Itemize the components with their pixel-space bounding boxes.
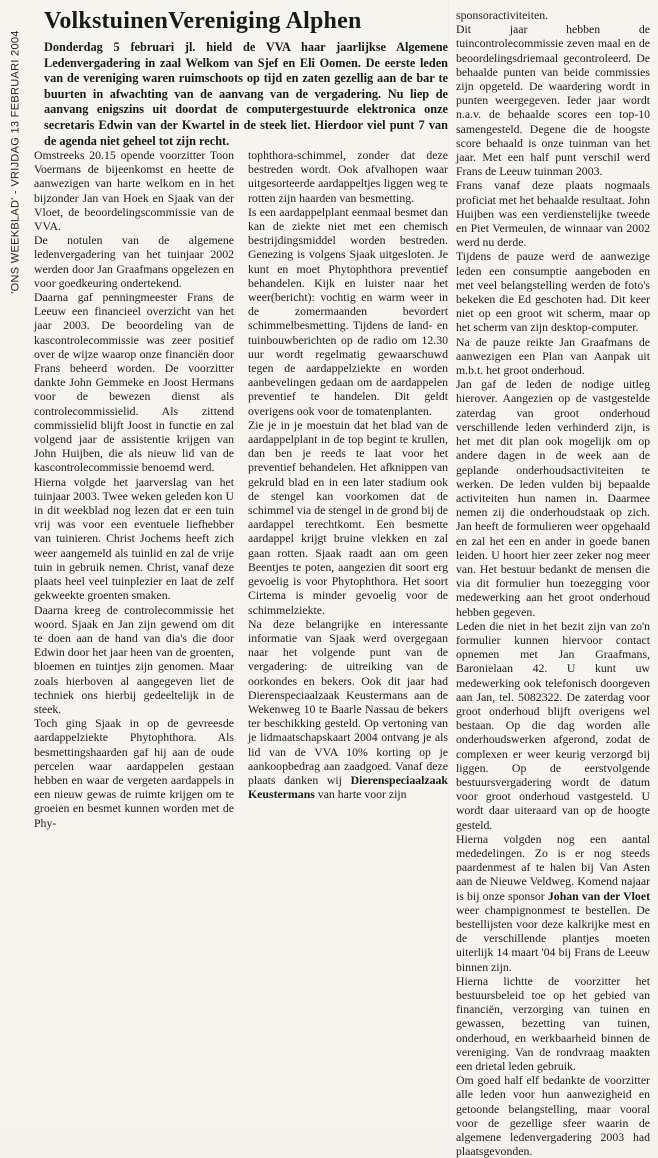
paragraph: Om goed half elf bedankte de voorzitter alle leden voor hun aanwezigheid en getoonde belangstelling, maar vooral voor de gezellige sfeer waarin de algemene ledenvergadering 2003 had plaatsgevonden. bbox=[456, 1073, 650, 1158]
column-3 bbox=[456, 8, 650, 1158]
paragraph: Dit jaar hebben de tuincontrolecommissie zeven maal en de beoordelingsdriemaal gecontroleerd. De behaalde punten van beide commissies zijn opgeteld. De waardering wordt in punten weergegeven. Ieder jaar wordt n.a.v. de behaalde scores een top-10 samengesteld. Degene die de hoogste score behaald is onze tuinman van het jaar. Met een half punt verschil werd Frans de Leeuw tuinman 2003. bbox=[456, 22, 650, 179]
paragraph: Is een aardappelplant eenmaal besmet dan kan de ziekte niet met een chemisch bestrijdingsmiddel worden bestreden. Genezing is volgens Sjaak uitgesloten. Je kunt en moet Phytophthora preventief behandelen. Kijk en luister naar het weer(bericht): vochtig en warm weer in de zomermaanden bevordert schimmelbesmetting. Tijdens de land- en tuinbouwberichten op de radio om 12.30 uur wordt regelmatig gewaarschuwd tegen de aardappelziekte en worden aanbevelingen gedaan om de aardappelen preventief te handelen. Dit geldt overigens ook voor de tomatenplanten. bbox=[248, 204, 448, 418]
paragraph: sponsoractiviteiten. bbox=[456, 8, 549, 22]
paragraph: Hierna volgde het jaarverslag van het tuinjaar 2003. Twee weken geleden kon U in dit weekblad nog lezen dat er een tuin vrij was voor een eventuele liefhebber van tuinieren. Christ Jochems heeft zich weer aangemeld als tuinlid en zal de vrije tuin in gebruik nemen. Christ, vanaf deze plaats heel veel tuinplezier en laat de zelf gekweekte groenten smaken. bbox=[34, 474, 234, 603]
paragraph: Jan gaf de leden de nodige uitleg hierover. Aangezien op de vastgestelde zaterdag van groot onderhoud verschillende leden verhinderd zijn, is het met dit plan ook mogelijk om op andere dagen in de week aan de geplande onderhoudsactiviteiten te werken. De leden vulden bij bepaalde activiteiten hun namen in. Daarmee nemen zij die onderhoudstaak op zich. Jan heeft de formulieren weer opgehaald en zal het een en ander in goede banen leiden. U hoort hier zeer zeker nog meer van. Het bestuur bedankt de mensen die via dit formulier hun toezegging voor medewerking aan het groot onderhoud hebben gegeven. bbox=[456, 377, 650, 619]
paragraph: Daarna gaf penningmeester Frans de Leeuw een financieel overzicht van het jaar 2003. De beoordeling van de kascontrolecommissie was zeer positief over de wijze waarop onze financiën door Frans beheerd worden. De voorzitter dankte John Gemmeke en Joost Hermans voor de bewezen dienst als controlecommissielid. Als zittend commissielid blijft Joost in functie en zal volgend jaar de assistentie krijgen van John Huijben, die als nieuw lid van de kascontrolecommissie benoemd werd. bbox=[34, 290, 234, 475]
paragraph: Hierna lichtte de voorzitter het bestuursbeleid toe op het gebied van financiën, verzorging van tuinen en gewassen, bezetting van tuinen, onderhoud, en werkbaarheid binnen de vereniging. Van de rondvraag maakten een drietal leden gebruik. bbox=[456, 973, 650, 1074]
publication-masthead-vertical bbox=[2, 2, 30, 322]
column-2 bbox=[248, 148, 448, 830]
paragraph-text: Hierna volgden nog een aantal mededelingen. Zo is er nog steeds paardenmest af te halen bij Van Asten aan de Nieuwe Veldweg. Komend najaar is bij onze sponsor bbox=[456, 831, 650, 903]
paragraph bbox=[456, 832, 650, 974]
paragraph-text: Na deze belangrijke en interessante informatie van Sjaak werd overgegaan naar het volgende punt van de vergadering: de uitreiking van de oorkondes en bekers. Ook dit jaar had Dierenspeciaalzaak Keustermans aan de Wekenweg 10 te Baarle Nassau de bekers ter beschikking gesteld. Op vertoning van je lidmaatschapskaart 2004 ontvang je als lid van de VVA 10% korting op je aankoopbedrag aan zaadgoed. Vanaf deze plaats danken wij bbox=[248, 616, 448, 787]
column-1 bbox=[34, 148, 234, 830]
paragraph: Frans vanaf deze plaats nogmaals proficiat met het behaalde resultaat. John Huijben was een verdienstelijke tweede en Piet Vermeulen, de winnaar van 2002 werd nu derde. bbox=[456, 178, 650, 250]
article-lead: Donderdag 5 februari jl. hield de VVA haar jaarlijkse Algemene Ledenvergadering in zaal Welkom van Sjef en Eli Oomen. De eerste leden van de vereniging waren ruimschoots op tijd en zaten gezellig aan de bar te buurten in afwachting van de aanvang van de vergadering. Nu liep de aanvang enigszins uit doordat de computergestuurde elektronica onze secretaris Edwin van der Kwartel in de steek liet. Hierdoor viel punt 7 van de agenda niet geheel tot zijn recht. bbox=[44, 40, 448, 148]
sponsor-name: Dierenspeciaalzaak Keustermans bbox=[248, 772, 448, 802]
column-fold-line bbox=[448, 0, 449, 1128]
paragraph: Leden die niet in het bezit zijn van zo'n formulier kunnen hiervoor contact opnemen met Jan Graafmans, Baronielaan 42. U kunt uw medewerking ook telefonisch doorgeven aan Jan, tel. 5082322. De zaterdag voor groot onderhoud blijft overigens wel bestaan. Op die dag worden alle onderhoudswerken afgerond, zodat de complexen er weer keurig verzorgd bij liggen. Op de eerstvolgende bestuursvergadering wordt de datum voor groot onderhoud vastgesteld. U wordt daar uiteraard van op de hoogte gesteld. bbox=[456, 618, 650, 832]
article-headline: VolkstuinenVereniging Alphen bbox=[44, 8, 362, 34]
paragraph-text: van harte voor zijn bbox=[317, 787, 407, 802]
paragraph: Zie je in je moestuin dat het blad van de aardappelplant in de top begint te krullen, dan ben je reeds te laat voor het preventief behandelen. Het afknippen van gekruld blad en in een later stadium ook de stengel kan voorkomen dat de schimmel via de stengel in de grond bij de aardappel terechtkomt. Een besmette aardappel krijgt bruine vlekken en zal gaan rotten. Sjaak raadt aan om geen Beentjes te poten, aangezien dit soort erg gevoelig is voor Phytophthora. Het soort Cirtema is minder gevoelig voor de schimmelziekte. bbox=[248, 417, 448, 617]
paragraph: Tijdens de pauze werd de aanwezige leden een consumptie aangeboden en met veel belangstelling werden de foto's bekeken die Ed geschoten had. Dit keer niet op een groot wit scherm, maar op het scherm van zijn desktop-computer. bbox=[456, 249, 650, 335]
paragraph-text: weer champignonmest te bestellen. De bestellijsten voor deze kalkrijke mest en de verschillende plantjes moeten uiterlijk 14 maart '04 bij Frans de Leeuw binnen zijn. bbox=[456, 902, 650, 974]
publication-date-label: 'ONS WEEKBLAD' - VRIJDAG 13 FEBRUARI 2004 bbox=[10, 30, 22, 294]
article-header bbox=[34, 6, 448, 149]
paragraph: Na de pauze reikte Jan Graafmans de aanwezigen een Plan van Aanpak uit m.b.t. het groot onderhoud. bbox=[456, 334, 650, 378]
paragraph bbox=[248, 617, 448, 802]
sponsor-name: Johan van der Vloet bbox=[547, 888, 650, 903]
paragraph: Daarna kreeg de controlecommissie het woord. Sjaak en Jan zijn gewend om dit te doen aan de hand van dia's die door Edwin door het jaar heen van de groenten, bloemen en tuintjes zijn genomen. Maar zoals hierboven al aangegeven liet de techniek ons hierbij gedeeltelijk in de steek. bbox=[34, 602, 234, 716]
paragraph: Omstreeks 20.15 opende voorzitter Toon Voermans de bijeenkomst en heette de aanwezigen van harte welkom en in het bijzonder Jan van Hoek en Sjaak van der Vloet, de beoordelingscommissie van de VVA. bbox=[34, 148, 234, 234]
paragraph: Toch ging Sjaak in op de gevreesde aardappelziekte Phytophthora. Als besmettingshaarden gaf hij aan de oude percelen waar aardappelen gestaan hebben en waar de vergeten aardappels in een nieuw gewas de ruimte krijgen om te groeien en besmet kunnen worden met de Phy- bbox=[34, 716, 234, 830]
paragraph: tophthora-schimmel, zonder dat deze bestreden wordt. Ook afvalhopen waar uitgesorteerde aardappeltjes liggen weg te rotten zijn haarden van besmetting. bbox=[248, 148, 448, 205]
article-body bbox=[34, 148, 448, 830]
paragraph: De notulen van de algemene ledenvergadering van het tuinjaar 2002 werden door Jan Graafmans opgelezen en voor goedkeuring ondertekend. bbox=[34, 233, 234, 290]
